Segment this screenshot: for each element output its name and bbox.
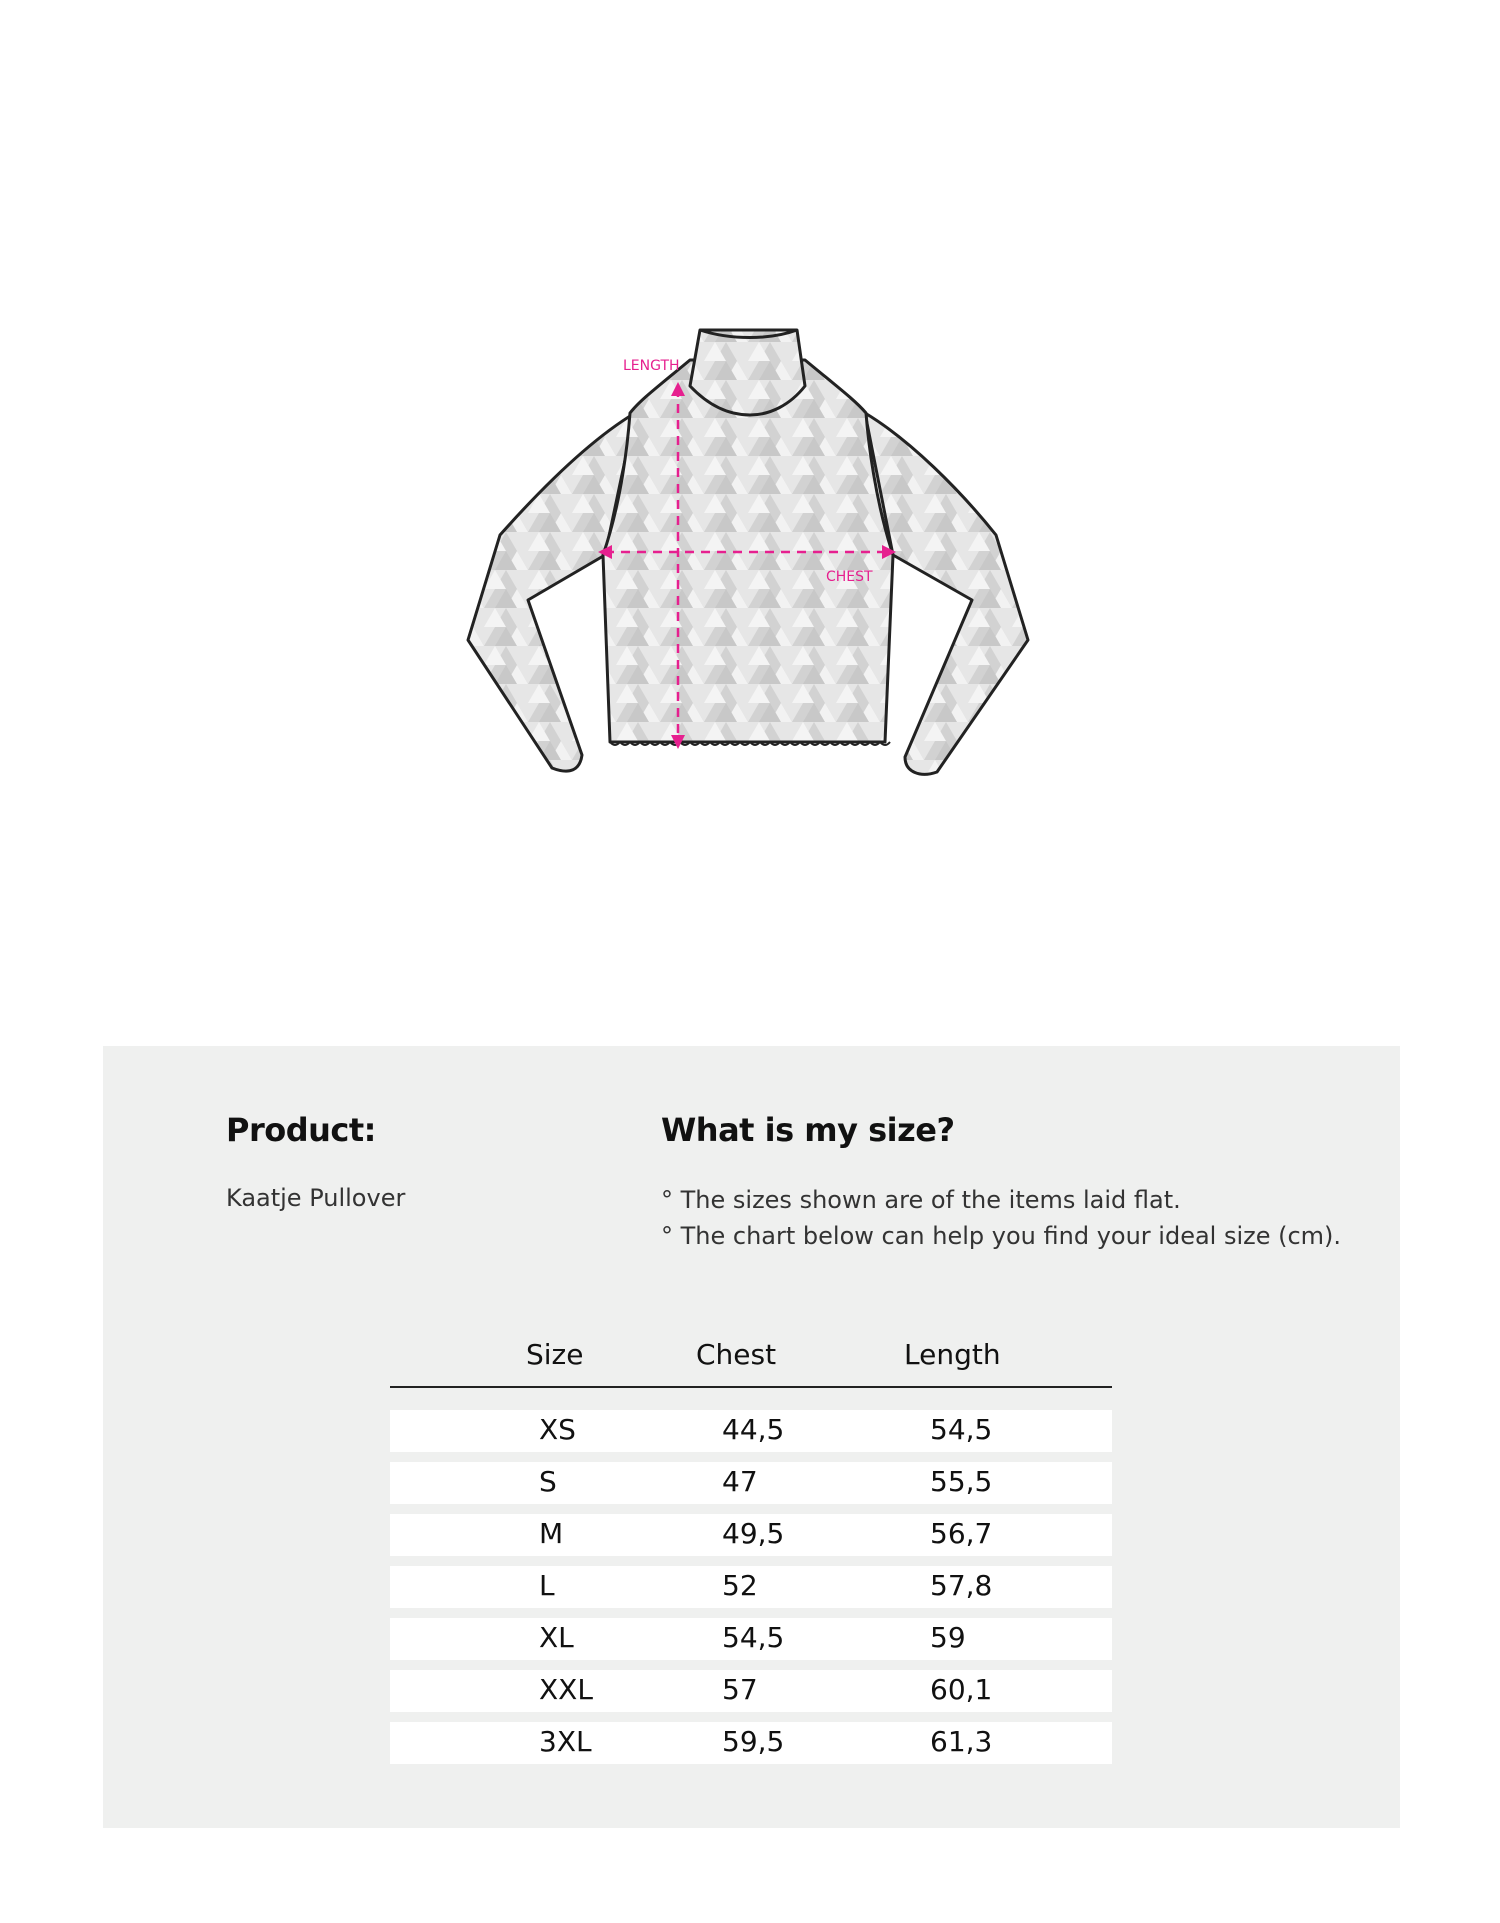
table-row	[390, 1722, 1112, 1764]
size-cell: XL	[539, 1621, 574, 1654]
size-notes	[661, 1182, 1341, 1254]
size-cell: XXL	[539, 1673, 593, 1706]
chest-cell: 52	[722, 1569, 758, 1602]
chest-cell: 59,5	[722, 1725, 785, 1758]
column-header-size: Size	[526, 1338, 584, 1371]
chest-cell: 49,5	[722, 1517, 785, 1550]
size-note: ° The sizes shown are of the items laid flat.	[661, 1186, 1181, 1214]
length-cell: 56,7	[930, 1517, 993, 1550]
chest-cell: 57	[722, 1673, 758, 1706]
column-header-length: Length	[904, 1338, 1001, 1371]
size-chart-table	[390, 1326, 1112, 1774]
table-row	[390, 1514, 1112, 1556]
size-cell: S	[539, 1465, 557, 1498]
size-cell: XS	[539, 1413, 576, 1446]
table-row	[390, 1618, 1112, 1660]
length-cell: 59	[930, 1621, 966, 1654]
garment-illustration	[0, 0, 1500, 900]
chest-label: CHEST	[826, 569, 873, 585]
chest-cell: 47	[722, 1465, 758, 1498]
table-row	[390, 1670, 1112, 1712]
table-header	[390, 1326, 1112, 1388]
table-body	[390, 1410, 1112, 1764]
size-note: ° The chart below can help you find your ideal size (cm).	[661, 1222, 1342, 1250]
column-header-chest: Chest	[696, 1338, 777, 1371]
size-heading: What is my size?	[661, 1111, 955, 1149]
table-row	[390, 1566, 1112, 1608]
length-cell: 60,1	[930, 1673, 993, 1706]
product-heading: Product:	[226, 1111, 376, 1149]
chest-cell: 54,5	[722, 1621, 785, 1654]
length-cell: 57,8	[930, 1569, 993, 1602]
size-cell: L	[539, 1569, 555, 1602]
size-cell: M	[539, 1517, 564, 1550]
length-cell: 61,3	[930, 1725, 993, 1758]
size-cell: 3XL	[539, 1725, 592, 1758]
size-info-panel	[103, 1046, 1400, 1828]
table-row	[390, 1462, 1112, 1504]
table-row	[390, 1410, 1112, 1452]
length-label: LENGTH	[623, 358, 680, 374]
product-name: Kaatje Pullover	[226, 1184, 406, 1212]
turtleneck-collar	[690, 330, 805, 415]
length-cell: 54,5	[930, 1413, 993, 1446]
length-cell: 55,5	[930, 1465, 993, 1498]
chest-cell: 44,5	[722, 1413, 785, 1446]
